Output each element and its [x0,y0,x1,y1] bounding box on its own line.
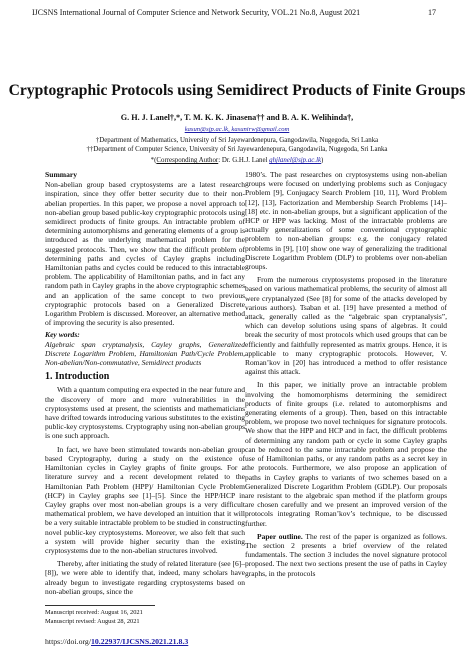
paper-outline-text: The rest of the paper is organized as follows. The section 2 presents a brief overview of the related fundamentals. The section 3 includes the novel signature protocol proposed. The next two sections present the use of paths in Cayley graphs, in the protocols [245,531,447,578]
journal-header: IJCSNS International Journal of Computer Science and Network Security, VOL.21 No.8, August 2021 [32,8,361,17]
footnote-divider [45,605,155,606]
affiliation-2: ††Department of Computer Science, University of Sri Jayewardenepura, Gangodawila, Nugegoda, Sri Lanka [86,146,388,153]
section-heading-introduction: 1. Introduction [45,371,110,383]
doi-line [45,637,188,646]
corresponding-author [0,157,474,164]
paper-outline-paragraph [245,532,447,578]
intro-paragraph-2: In fact, we have been stimulated towards non-abelian group based Cryptography, during a study on the existence of Hamiltonian cycles in Cayley graphs of finite groups. For a literature survey and a recent development related to the Hamiltonian Path Problem (HPP)/ Hamiltonian Cycle Problem (HCP) in Cayley graphs see [1]–[5]. Since the HPP/HCP in Cayley graphs over most non-abelian groups is a very difficult mathematical problem, we have developed an intuition that it will be a very suitable intractable problem to be studied in constructing novel public-key cryptosystems. Moreover, we also felt that such a system will provide higher security than the existing cryptosystems due to the non-abelian structures involved. [45,444,245,555]
intro-paragraph-3: Thereby, after initiating the study of related literature (see [6]–[8]), we were able to identify that, indeed, many scholars have already begun to investigate regarding cryptosystems based on non-abelian groups, since the [45,559,245,596]
manuscript-revised: Manuscript revised: August 28, 2021 [45,618,140,625]
page-number: 17 [428,8,436,17]
corr-name: : Dr. G.H.J. Lanel [218,157,268,164]
author-list: G. H. J. Lanel†,*, T. M. K. K. Jinasena†† and B. A. K. Welihinda†, [120,113,354,122]
doi-link[interactable]: 10.22937/IJCSNS.2021.21.8.3 [91,637,189,646]
right-column [245,170,447,578]
doi-prefix: https://doi.org/ [45,637,91,646]
keywords-heading: Key words: [45,330,80,340]
keywords-text: Algebraic span cryptanalysis, Cayley graphs, Generalized Discrete Logarithm Problem, Hamiltonian Path/Cycle Problem, Non-abelian/Non-commutative, Semidirect products [45,339,245,368]
running-header [32,8,436,20]
corr-suffix: ) [321,157,324,164]
corr-prefix: *( [150,157,157,164]
corr-email[interactable]: ghjlanel@sjp.ac.lk [269,157,322,164]
author-emails[interactable]: kasun@sjp.ac.lk, kasunirw@gmail.com [184,126,290,133]
intro-paragraph-1: With a quantum computing era expected in the near future and the discovery of more and more vulnerabilities in the cryptosystems used at present, the scientists and mathematicians have drifted towards introducing various substitutes to the existing public-key cryptosystems. Cryptography using non-abelian groups is one such approach. [45,385,245,441]
right-paragraph-1: 1980’s. The past researches on cryptosystems using non-abelian groups were focused on underlying problems such as Conjugacy Problem [9], Conjugacy Search Problem [10, 11], Word Problem [12], [13], Factorization and Membership Search Problems [14]–[18] etc. in non-abelian groups, but a significant application of the HCP or HPP was lacking. Most of the intractable problems are actually generalizations of some conventional cryptographic problem to non-abelian groups: e.g. the conjugacy related problems in [9], [10] show one way of generalizing the traditional Discrete Logarithm Problem (DLP) to problems over non-abelian groups. [245,170,447,272]
manuscript-received: Manuscript received: August 16, 2021 [45,609,143,616]
right-paragraph-2: From the numerous cryptosystems proposed in the literature based on various mathematical problems, the security of almost all were cryptanalyzed (See [8] for some of the attacks developed by various authors). Tsaban et al. [19] have presented a method of attack, generally called as the “algebraic span cryptanalysis”, which can develop solutions using spans of algebras. It could break the security of most protocols which used groups that can be efficiently and faithfully represented as matrix groups. Hence, it is applicable to many cryptographic protocols. However, V. Roman’kov in [20] has introduced a method to offer resistance against this attack. [245,275,447,377]
summary-text: Non-abelian group based cryptosystems are a latest research inspiration, since they offer better security due to their non-abelian properties. In this paper, we propose a novel approach to non-abelian group based public-key cryptographic protocols using semidirect products of finite groups. An intractable problem of determining automorphisms and generating elements of a group is introduced as the underlying mathematical problem for the suggested protocols. Then, we show that the difficult problem of determining paths and cycles of Cayley graphs including Hamiltonian paths and cycles could be reduced to this intractable problem. The applicability of Hamiltonian paths, and in fact any random path in Cayley graphs in the above cryptographic schemes and an application of the same concept to two previous cryptographic protocols based on a Generalized Discrete Logarithm Problem is discussed. Moreover, an alternative method of improving the security is also presented. [45,180,245,328]
right-paragraph-3: In this paper, we initially prove an intractable problem involving the homomorphisms determining the semidirect products of finite groups (i.e. related to automorphisms and generating elements of a group). Then, based on this intractable problem, we propose two novel techniques for signature protocols. We show that the HPP and HCP and in fact, the difficult problems of determining any random path or cycle in some Cayley graphs can be reduced to the same intractable problem and propose the use of Hamiltonian paths, or any random paths as a secret key in the protocols. Furthermore, we also propose an application of paths in Cayley graphs to variants of two schemes based on a Generalized Discrete Logarithm Problem (GDLP). Our proposals are resistant to the algebraic span method if the platform groups are chosen carefully and we present an improved version of the protocols integrating Roman’kov’s technique, to be discussed further. [245,380,447,528]
affiliation-1: †Department of Mathematics, University of Sri Jayewardenepura, Gangodawila, Nugegoda, Sri Lanka [95,137,379,144]
summary-heading: Summary [45,170,78,179]
left-column [45,170,245,596]
paper-outline-label: Paper outline. [257,531,303,541]
paper-title: Cryptographic Protocols using Semidirect Products of Finite Groups [8,82,466,99]
corr-label: Corresponding Author [156,157,219,164]
